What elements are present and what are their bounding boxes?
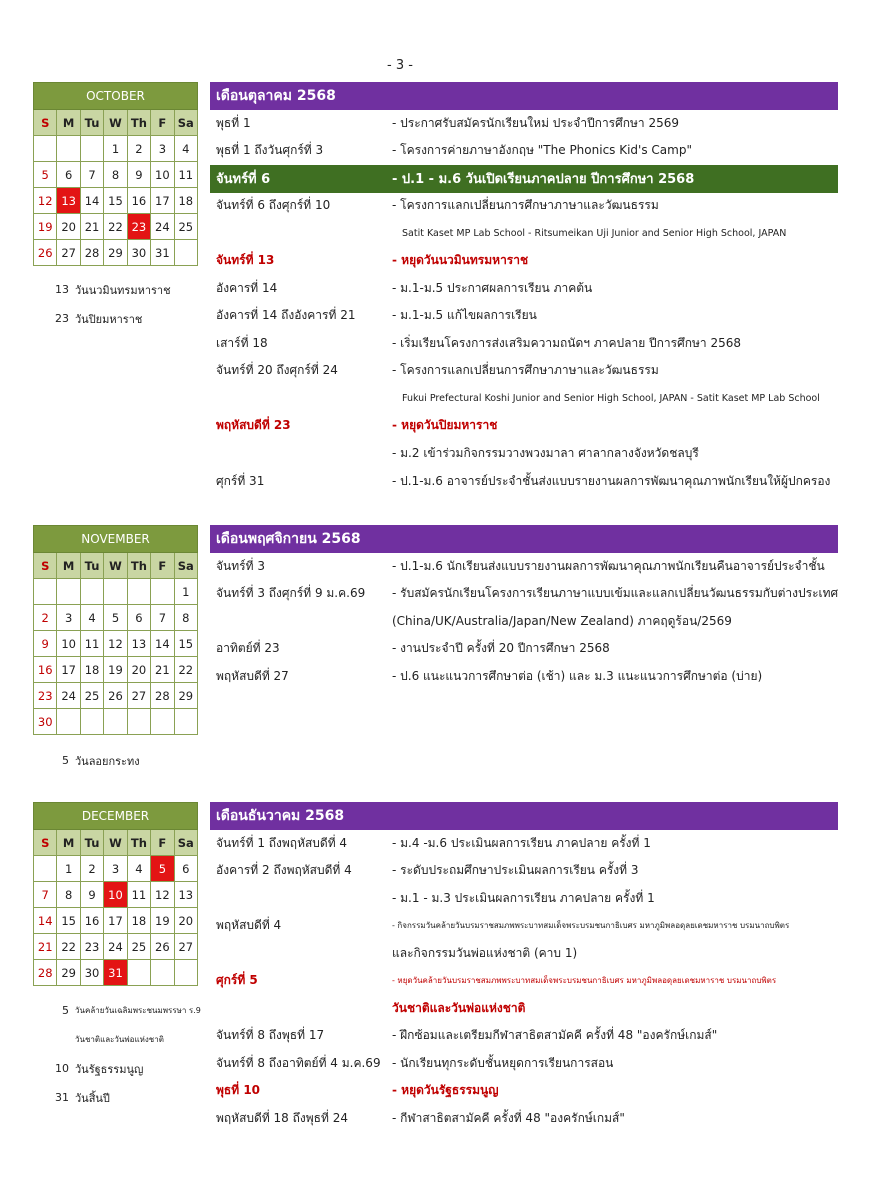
day-cell: 18 bbox=[175, 188, 198, 214]
holiday-note: 10 วันรัฐธรรมนูญ bbox=[55, 1062, 144, 1076]
day-cell: 20 bbox=[175, 908, 198, 934]
day-cell: 25 bbox=[175, 214, 198, 240]
day-cell: 27 bbox=[175, 934, 198, 960]
day-cell: 14 bbox=[81, 188, 104, 214]
day-cell: 28 bbox=[81, 240, 104, 266]
day-cell: 14 bbox=[151, 631, 174, 657]
day-cell: 24 bbox=[57, 683, 80, 709]
event-row: อังคารที่ 14 ถึงอังคารที่ 21 - ม.1-ม.5 แก้ไขผลการเรียน bbox=[216, 308, 537, 323]
day-cell: 20 bbox=[57, 214, 80, 240]
event-row: พฤหัสบดีที่ 4 - กิจกรรมวันคล้ายวันบรมราชสมภพพระบาทสมเด็จพระบรมชนกาธิเบศร มหาภูมิพลอดุลยเดชมหาราช บรมนาถบพิตร bbox=[216, 918, 790, 933]
weekday-header: Sa bbox=[175, 110, 198, 136]
day-cell: 4 bbox=[128, 856, 151, 882]
event-row: - ม.2 เข้าร่วมกิจกรรมวางพวงมาลา ศาลากลางจังหวัดชลบุรี bbox=[392, 446, 699, 461]
day-cell: 9 bbox=[34, 631, 57, 657]
day-cell: 17 bbox=[57, 657, 80, 683]
day-cell: 19 bbox=[104, 657, 127, 683]
day-cell: 22 bbox=[57, 934, 80, 960]
day-cell: 6 bbox=[128, 605, 151, 631]
weekday-header: F bbox=[151, 830, 174, 856]
day-cell: 3 bbox=[151, 136, 174, 162]
event-row: พุธที่ 1 - ประกาศรับสมัครนักเรียนใหม่ ประจำปีการศึกษา 2569 bbox=[216, 116, 680, 131]
event-row: จันทร์ที่ 3 ถึงศุกร์ที่ 9 ม.ค.69 - รับสมัครนักเรียนโครงการเรียนภาษาแบบเข้มและแลกเปลี่ยนวัฒนธรรมกับต่างประเทศ bbox=[216, 586, 838, 601]
empty-day-cell bbox=[151, 960, 174, 986]
day-cell: 7 bbox=[151, 605, 174, 631]
empty-day-cell bbox=[104, 709, 127, 735]
event-row: เสาร์ที่ 18 - เริ่มเรียนโครงการส่งเสริมความถนัดฯ ภาคปลาย ปีการศึกษา 2568 bbox=[216, 336, 741, 351]
day-cell: 27 bbox=[57, 240, 80, 266]
day-cell: 6 bbox=[57, 162, 80, 188]
event-row: จันทร์ที่ 8 ถึงพุธที่ 17 - ฝึกซ้อมและเตรียมกีฬาสาธิตสามัคคี ครั้งที่ 48 "องครักษ์เกมส์" bbox=[216, 1028, 718, 1043]
page-number: - 3 - bbox=[387, 58, 413, 73]
weekday-header: S bbox=[34, 553, 57, 579]
day-cell: 7 bbox=[34, 882, 57, 908]
november-calendar bbox=[33, 525, 198, 735]
weekday-header: F bbox=[151, 553, 174, 579]
day-cell: 30 bbox=[128, 240, 151, 266]
day-cell: 26 bbox=[104, 683, 127, 709]
day-cell: 11 bbox=[128, 882, 151, 908]
calendar-grid bbox=[33, 553, 198, 735]
day-cell: 9 bbox=[81, 882, 104, 908]
day-cell: 20 bbox=[128, 657, 151, 683]
weekday-header: W bbox=[104, 110, 127, 136]
day-cell: 5 bbox=[34, 162, 57, 188]
event-row: และกิจกรรมวันพ่อแห่งชาติ (คาบ 1) bbox=[392, 946, 578, 961]
weekday-header: S bbox=[34, 110, 57, 136]
november-holiday-notes bbox=[33, 746, 208, 775]
day-cell: 26 bbox=[151, 934, 174, 960]
day-cell: 18 bbox=[128, 908, 151, 934]
day-cell: 27 bbox=[128, 683, 151, 709]
holiday-day-cell: 10 bbox=[104, 882, 127, 908]
holiday-note: 31 วันสิ้นปี bbox=[55, 1091, 110, 1105]
event-row: อังคารที่ 14 - ม.1-ม.5 ประกาศผลการเรียน ภาคต้น bbox=[216, 281, 593, 296]
weekday-header: M bbox=[57, 553, 80, 579]
day-cell: 15 bbox=[104, 188, 127, 214]
day-cell: 16 bbox=[128, 188, 151, 214]
weekday-header: S bbox=[34, 830, 57, 856]
day-cell: 29 bbox=[104, 240, 127, 266]
weekday-header: Tu bbox=[81, 830, 104, 856]
event-row: พฤหัสบดีที่ 18 ถึงพุธที่ 24 - กีฬาสาธิตสามัคคี ครั้งที่ 48 "องครักษ์เกมส์" bbox=[216, 1111, 625, 1126]
day-cell: 8 bbox=[104, 162, 127, 188]
event-row: Satit Kaset MP Lab School - Ritsumeikan Uji Junior and Senior High School, JAPAN bbox=[402, 228, 787, 240]
day-cell: 22 bbox=[175, 657, 198, 683]
day-cell: 25 bbox=[81, 683, 104, 709]
empty-day-cell bbox=[151, 709, 174, 735]
event-row-holiday: พุธที่ 10 - หยุดวันรัฐธรรมนูญ bbox=[216, 1083, 499, 1098]
event-row: Fukui Prefectural Koshi Junior and Senior High School, JAPAN - Satit Kaset MP Lab School bbox=[402, 393, 820, 405]
weekday-header: M bbox=[57, 110, 80, 136]
empty-day-cell bbox=[81, 579, 104, 605]
day-cell: 16 bbox=[34, 657, 57, 683]
day-cell: 15 bbox=[57, 908, 80, 934]
day-cell: 23 bbox=[81, 934, 104, 960]
day-cell: 15 bbox=[175, 631, 198, 657]
day-cell: 6 bbox=[175, 856, 198, 882]
weekday-header: Tu bbox=[81, 110, 104, 136]
october-holiday-notes bbox=[33, 275, 208, 333]
empty-day-cell bbox=[151, 579, 174, 605]
weekday-header: Th bbox=[128, 553, 151, 579]
event-row: จันทร์ที่ 6 ถึงศุกร์ที่ 10 - โครงการแลกเปลี่ยนการศึกษาภาษาและวัฒนธรรม bbox=[216, 198, 659, 213]
event-row-highlight: จันทร์ที่ 6 - ป.1 - ม.6 วันเปิดเรียนภาคปลาย ปีการศึกษา 2568 bbox=[210, 165, 838, 193]
day-cell: 17 bbox=[151, 188, 174, 214]
event-row: จันทร์ที่ 20 ถึงศุกร์ที่ 24 - โครงการแลกเปลี่ยนการศึกษาภาษาและวัฒนธรรม bbox=[216, 363, 659, 378]
holiday-note: 13 วันนวมินทรมหาราช bbox=[55, 283, 171, 297]
day-cell: 19 bbox=[151, 908, 174, 934]
weekday-header: W bbox=[104, 553, 127, 579]
empty-day-cell bbox=[81, 136, 104, 162]
day-cell: 21 bbox=[34, 934, 57, 960]
empty-day-cell bbox=[128, 709, 151, 735]
month-title-october: เดือนตุลาคม 2568 bbox=[210, 82, 838, 110]
day-cell: 29 bbox=[57, 960, 80, 986]
event-row-holiday: พฤหัสบดีที่ 23 - หยุดวันปิยมหาราช bbox=[216, 418, 498, 433]
event-row: อาทิตย์ที่ 23 - งานประจำปี ครั้งที่ 20 ปีการศึกษา 2568 bbox=[216, 641, 610, 656]
calendar-month-label: DECEMBER bbox=[33, 802, 198, 830]
weekday-header: Sa bbox=[175, 553, 198, 579]
holiday-day-cell: 5 bbox=[151, 856, 174, 882]
day-cell: 1 bbox=[57, 856, 80, 882]
day-cell: 29 bbox=[175, 683, 198, 709]
day-cell: 17 bbox=[104, 908, 127, 934]
weekday-header: Th bbox=[128, 830, 151, 856]
day-cell: 16 bbox=[81, 908, 104, 934]
empty-day-cell bbox=[57, 709, 80, 735]
day-cell: 31 bbox=[151, 240, 174, 266]
day-cell: 2 bbox=[81, 856, 104, 882]
empty-day-cell bbox=[104, 579, 127, 605]
weekday-header: F bbox=[151, 110, 174, 136]
day-cell: 12 bbox=[151, 882, 174, 908]
day-cell: 30 bbox=[81, 960, 104, 986]
day-cell: 4 bbox=[81, 605, 104, 631]
day-cell: 10 bbox=[57, 631, 80, 657]
event-row: อังคารที่ 2 ถึงพฤหัสบดีที่ 4 - ระดับประถมศึกษาประเมินผลการเรียน ครั้งที่ 3 bbox=[216, 863, 639, 878]
empty-day-cell bbox=[57, 579, 80, 605]
day-cell: 30 bbox=[34, 709, 57, 735]
day-cell: 11 bbox=[81, 631, 104, 657]
day-cell: 23 bbox=[34, 683, 57, 709]
day-cell: 21 bbox=[81, 214, 104, 240]
day-cell: 2 bbox=[34, 605, 57, 631]
holiday-note: 5 วันคล้ายวันเฉลิมพระชนมพรรษา ร.9 bbox=[62, 1004, 201, 1017]
day-cell: 24 bbox=[151, 214, 174, 240]
day-cell: 10 bbox=[151, 162, 174, 188]
calendar-month-label: OCTOBER bbox=[33, 82, 198, 110]
month-title-november: เดือนพฤศจิกายน 2568 bbox=[210, 525, 838, 553]
empty-day-cell bbox=[175, 960, 198, 986]
empty-day-cell bbox=[81, 709, 104, 735]
event-row: จันทร์ที่ 1 ถึงพฤหัสบดีที่ 4 - ม.4 -ม.6 ประเมินผลการเรียน ภาคปลาย ครั้งที่ 1 bbox=[216, 836, 651, 851]
empty-day-cell bbox=[175, 709, 198, 735]
event-row-holiday: จันทร์ที่ 13 - หยุดวันนวมินทรมหาราช bbox=[216, 253, 529, 268]
holiday-note: วันชาติและวันพ่อแห่งชาติ bbox=[75, 1035, 164, 1044]
empty-day-cell bbox=[128, 579, 151, 605]
event-row-holiday: ศุกร์ที่ 5 - หยุดวันคล้ายวันบรมราชสมภพพระบาทสมเด็จพระบรมชนกาธิเบศร มหาภูมิพลอดุลยเดชมหาราช บรมนาถบพิตร bbox=[216, 973, 777, 988]
event-row: - ม.1 - ม.3 ประเมินผลการเรียน ภาคปลาย ครั้งที่ 1 bbox=[392, 891, 655, 906]
december-holiday-notes bbox=[33, 996, 208, 1112]
day-cell: 3 bbox=[57, 605, 80, 631]
day-cell: 2 bbox=[128, 136, 151, 162]
event-row: พฤหัสบดีที่ 27 - ป.6 แนะแนวการศึกษาต่อ (เช้า) และ ม.3 แนะแนวการศึกษาต่อ (บ่าย) bbox=[216, 669, 763, 684]
day-cell: 25 bbox=[128, 934, 151, 960]
calendar-grid bbox=[33, 110, 198, 266]
day-cell: 4 bbox=[175, 136, 198, 162]
day-cell: 22 bbox=[104, 214, 127, 240]
empty-day-cell bbox=[57, 136, 80, 162]
month-title-december: เดือนธันวาคม 2568 bbox=[210, 802, 838, 830]
day-cell: 19 bbox=[34, 214, 57, 240]
day-cell: 12 bbox=[34, 188, 57, 214]
day-cell: 13 bbox=[175, 882, 198, 908]
day-cell: 12 bbox=[104, 631, 127, 657]
event-row: จันทร์ที่ 3 - ป.1-ม.6 นักเรียนส่งแบบรายงานผลการพัฒนาคุณภาพนักเรียนคืนอาจารย์ประจำชั้น bbox=[216, 559, 825, 574]
event-row: พุธที่ 1 ถึงวันศุกร์ที่ 3 - โครงการค่ายภาษาอังกฤษ "The Phonics Kid's Camp" bbox=[216, 143, 692, 158]
weekday-header: M bbox=[57, 830, 80, 856]
holiday-note: 5 วันลอยกระทง bbox=[62, 754, 140, 768]
day-cell: 11 bbox=[175, 162, 198, 188]
holiday-day-cell: 23 bbox=[128, 214, 151, 240]
day-cell: 28 bbox=[34, 960, 57, 986]
day-cell: 3 bbox=[104, 856, 127, 882]
event-row: (China/UK/Australia/Japan/New Zealand) ภาคฤดูร้อน/2569 bbox=[392, 614, 732, 629]
calendar-month-label: NOVEMBER bbox=[33, 525, 198, 553]
holiday-day-cell: 13 bbox=[57, 188, 80, 214]
weekday-header: Th bbox=[128, 110, 151, 136]
day-cell: 8 bbox=[57, 882, 80, 908]
weekday-header: Tu bbox=[81, 553, 104, 579]
holiday-note: 23 วันปิยมหาราช bbox=[55, 312, 143, 326]
weekday-header: W bbox=[104, 830, 127, 856]
empty-day-cell bbox=[34, 136, 57, 162]
empty-day-cell bbox=[34, 579, 57, 605]
day-cell: 26 bbox=[34, 240, 57, 266]
empty-day-cell bbox=[175, 240, 198, 266]
day-cell: 18 bbox=[81, 657, 104, 683]
day-cell: 1 bbox=[175, 579, 198, 605]
event-row: จันทร์ที่ 8 ถึงอาทิตย์ที่ 4 ม.ค.69 - นักเรียนทุกระดับชั้นหยุดการเรียนการสอน bbox=[216, 1056, 614, 1071]
event-row-holiday: วันชาติและวันพ่อแห่งชาติ bbox=[392, 1001, 526, 1016]
day-cell: 21 bbox=[151, 657, 174, 683]
day-cell: 1 bbox=[104, 136, 127, 162]
day-cell: 28 bbox=[151, 683, 174, 709]
day-cell: 14 bbox=[34, 908, 57, 934]
empty-day-cell bbox=[34, 856, 57, 882]
holiday-day-cell: 31 bbox=[104, 960, 127, 986]
day-cell: 5 bbox=[104, 605, 127, 631]
weekday-header: Sa bbox=[175, 830, 198, 856]
december-calendar bbox=[33, 802, 198, 986]
day-cell: 24 bbox=[104, 934, 127, 960]
day-cell: 7 bbox=[81, 162, 104, 188]
october-calendar bbox=[33, 82, 198, 266]
day-cell: 9 bbox=[128, 162, 151, 188]
calendar-grid bbox=[33, 830, 198, 986]
empty-day-cell bbox=[128, 960, 151, 986]
day-cell: 13 bbox=[128, 631, 151, 657]
event-row: ศุกร์ที่ 31 - ป.1-ม.6 อาจารย์ประจำชั้นส่งแบบรายงานผลการพัฒนาคุณภาพนักเรียนให้ผู้ปกครอง bbox=[216, 474, 831, 489]
day-cell: 8 bbox=[175, 605, 198, 631]
